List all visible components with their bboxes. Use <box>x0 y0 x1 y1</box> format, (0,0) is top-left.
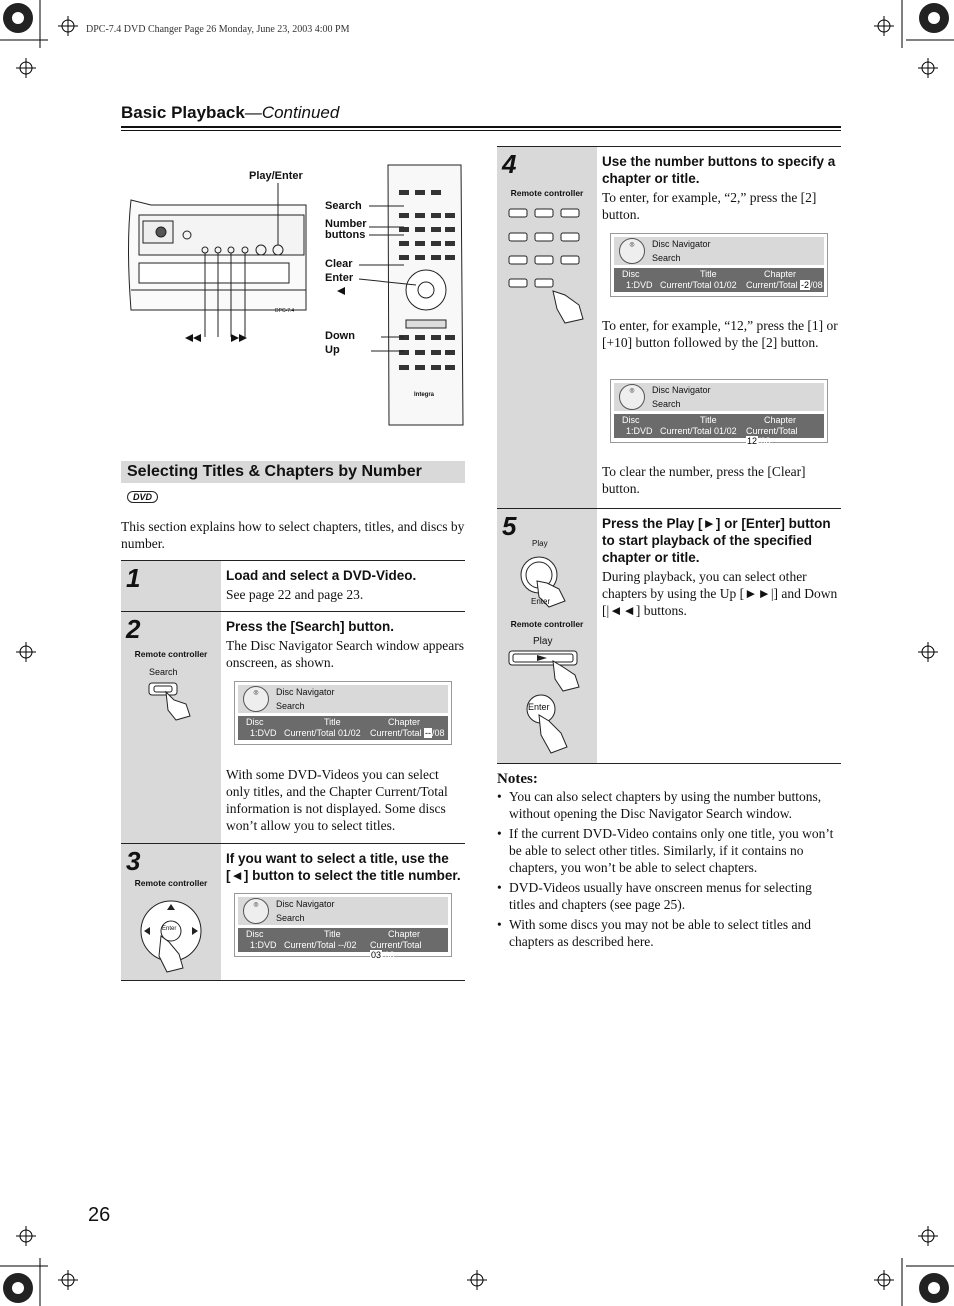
play-label-top: Play <box>532 539 548 548</box>
label-search: Search <box>325 200 362 212</box>
step-4-rc-label: Remote controller <box>510 188 584 198</box>
search-button-press-icon <box>146 678 196 723</box>
chapter-col-label: Chapter <box>764 269 797 279</box>
osd-title: Disc Navigator <box>276 899 335 909</box>
osd-screen-step2 <box>234 681 452 745</box>
main-heading: Selecting Titles & Chapters by Number <box>121 461 465 483</box>
step-4 <box>497 146 841 508</box>
step-5 <box>497 508 841 764</box>
title-col-label: Title <box>700 415 717 425</box>
enter-dial-label: Enter <box>162 926 177 932</box>
title-current: -- <box>338 940 345 950</box>
page-number: 26 <box>88 1204 111 1226</box>
step-1-text: See page 22 and page 23. <box>226 587 364 602</box>
disc-col-label: Disc <box>622 269 640 279</box>
chapter-ct-label: Current/Total <box>746 426 798 436</box>
osd-screen-step4b <box>610 379 828 446</box>
osd-title: Disc Navigator <box>652 385 711 395</box>
chapter-current: -2 <box>801 280 810 290</box>
section-title <box>121 103 339 123</box>
title-total: /02 <box>724 280 737 290</box>
step-3-number: 3 <box>126 846 141 876</box>
step-2-text2: With some DVD-Videos you can select only titles, and the Chapter Current/Total information is not displayed. Some discs won’t allow you to select titles. <box>226 767 448 833</box>
osd-info-bar <box>614 414 824 446</box>
step-4-text: To enter, for example, “2,” press the [2] button. <box>602 190 817 222</box>
step-3-rc-label: Remote controller <box>134 878 208 888</box>
osd-title: Disc Navigator <box>276 687 335 697</box>
remote-brand: Integra <box>414 392 435 398</box>
disc-col-label: Disc <box>246 717 264 727</box>
step-5-rc-label: Remote controller <box>510 619 584 629</box>
player-model: DPC-7.4 <box>275 308 295 314</box>
intro-text: This section explains how to select chapters, titles, and discs by number. <box>121 519 465 551</box>
osd-header <box>614 237 824 265</box>
chapter-ct-label: Current/Total <box>746 280 798 290</box>
note-item: • With some discs you may not be able to select titles and chapters as described here. <box>497 916 841 950</box>
title-current: 01 <box>338 728 349 738</box>
step-2-number: 2 <box>126 614 141 644</box>
osd-title: Disc Navigator <box>652 239 711 249</box>
step-3-heading: If you want to select a title, use the [◄] button to select the title number. <box>226 851 461 883</box>
notes-section <box>497 771 841 953</box>
chapter-ct-label: Current/Total <box>370 940 422 950</box>
chapter-ct-label: Current/Total <box>370 728 422 738</box>
print-header: DPC-7.4 DVD Changer Page 26 Monday, June 23, 2003 4:00 PM <box>86 24 350 35</box>
disc-value: 1:DVD <box>626 280 653 290</box>
notes-heading: Notes: <box>497 771 538 787</box>
osd-screen-step4a <box>610 233 828 297</box>
enter-dial-press-icon <box>139 896 209 974</box>
chapter-total: /08 <box>382 950 395 960</box>
step-2-heading: Press the [Search] button. <box>226 619 395 634</box>
dvd-badge: DVD <box>127 491 158 503</box>
title-col-label: Title <box>700 269 717 279</box>
step-5-number: 5 <box>502 511 517 541</box>
osd-subtitle: Search <box>276 701 305 711</box>
chapter-current: -- <box>425 728 432 738</box>
osd-subtitle: Search <box>652 253 681 263</box>
osd-subtitle: Search <box>276 913 305 923</box>
title-ct-label: Current/Total <box>660 426 712 436</box>
note-item: • If the current DVD-Video contains only one title, you won’t be able to select other titles. Similarly, if it contains no chapters, you won’t be able to select chapters. <box>497 825 841 876</box>
osd-header <box>238 685 448 713</box>
label-clear: Clear <box>325 258 353 270</box>
section-name: Basic Playback <box>121 103 245 122</box>
step-4-text2: To enter, for example, “12,” press the [1] or [+10] button followed by the [2] button. <box>602 318 838 350</box>
label-enter: Enter <box>325 272 354 284</box>
disc-navigator-logo-icon: ◎ <box>243 686 269 712</box>
disc-value: 1:DVD <box>250 728 277 738</box>
disc-col-label: Disc <box>246 929 264 939</box>
osd-info-bar <box>614 268 824 292</box>
chapter-total: /08 <box>432 728 445 738</box>
title-ct-label: Current/Total <box>284 728 336 738</box>
section-suffix: —Continued <box>244 103 340 122</box>
chapter-total: /08 <box>758 436 771 446</box>
enter-label: Enter <box>528 702 550 712</box>
step-1-number: 1 <box>126 563 141 593</box>
label-number-buttons: Number buttons <box>325 218 367 241</box>
play-label: Play <box>533 636 553 647</box>
disc-navigator-logo-icon: ◎ <box>619 384 645 410</box>
disc-value: 1:DVD <box>626 426 653 436</box>
chapter-total: /08 <box>810 280 823 290</box>
step-1-heading: Load and select a DVD-Video. <box>226 568 417 583</box>
title-ct-label: Current/Total <box>660 280 712 290</box>
title-ct-label: Current/Total <box>284 940 336 950</box>
disc-navigator-logo-icon: ◎ <box>619 238 645 264</box>
osd-header <box>614 383 824 411</box>
title-current: 01 <box>714 426 725 436</box>
chapter-current: 03 <box>371 950 382 960</box>
disc-navigator-logo-icon: ◎ <box>243 898 269 924</box>
chapter-col-label: Chapter <box>764 415 797 425</box>
disc-value: 1:DVD <box>250 940 277 950</box>
label-down: Down <box>325 330 355 342</box>
note-item: • DVD-Videos usually have onscreen menus for selecting titles and chapters (see page 25). <box>497 879 841 913</box>
disc-col-label: Disc <box>622 415 640 425</box>
step-4-number: 4 <box>502 149 517 179</box>
title-total: /02 <box>344 940 357 950</box>
enter-label-top: Enter <box>531 597 551 606</box>
osd-header <box>238 897 448 925</box>
step-2-text: The Disc Navigator Search window appears onscreen, as shown. <box>226 638 465 670</box>
chapter-col-label: Chapter <box>388 717 421 727</box>
osd-subtitle: Search <box>652 399 681 409</box>
play-button-press-icon <box>507 649 587 695</box>
title-col-label: Title <box>324 717 341 727</box>
osd-info-bar <box>238 928 448 960</box>
number-buttons-press-icon <box>505 207 595 327</box>
step-4-text3: To clear the number, press the [Clear] button. <box>602 464 806 496</box>
step-1 <box>121 560 465 612</box>
title-total: /02 <box>348 728 361 738</box>
osd-info-bar <box>238 716 448 740</box>
title-col-label: Title <box>324 929 341 939</box>
note-item: • You can also select chapters by using the number buttons, without opening the Disc Navigator Search window. <box>497 788 841 822</box>
search-button-label: Search <box>149 667 178 677</box>
label-up: Up <box>325 344 340 356</box>
osd-screen-step3 <box>234 893 452 960</box>
chapter-col-label: Chapter <box>388 929 421 939</box>
step-2-rc-label: Remote controller <box>134 649 208 659</box>
chapter-current: 12 <box>747 436 758 446</box>
title-total: /02 <box>724 426 737 436</box>
title-current: 01 <box>714 280 725 290</box>
step-5-heading: Press the Play [►] or [Enter] button to start playback of the specified chapter or title. <box>602 516 831 565</box>
label-play-enter: Play/Enter <box>249 170 303 182</box>
step-4-heading: Use the number buttons to specify a chapter or title. <box>602 154 836 186</box>
step-5-text: During playback, you can select other chapters by using the Up [►►|] and Down [|◄◄] buttons. <box>602 569 838 618</box>
